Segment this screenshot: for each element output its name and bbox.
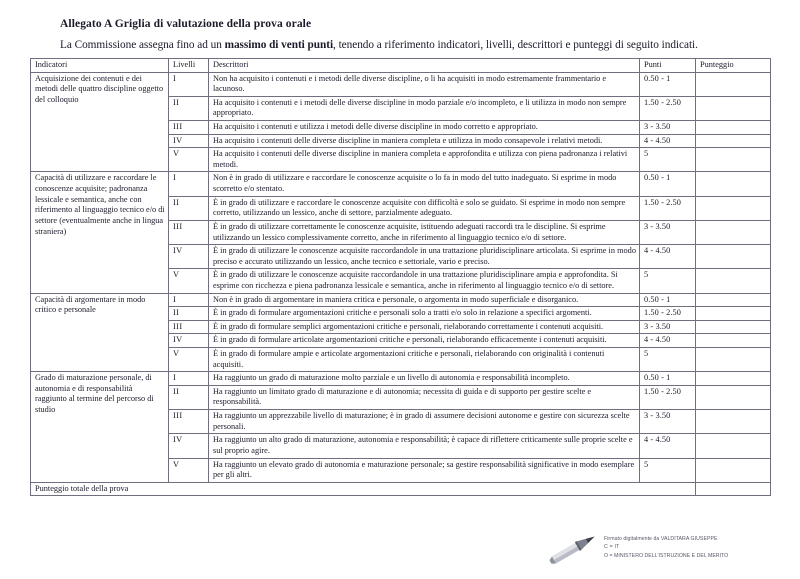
- score-input-cell[interactable]: [696, 458, 771, 482]
- indicator-cell: Capacità di argomentare in modo critico e personale: [31, 293, 169, 372]
- signature-signer-line: Firmato digitalmente da VALDITARA GIUSEPPE: [604, 536, 718, 542]
- points-cell: 5: [640, 148, 696, 172]
- table-header: [31, 59, 771, 73]
- table-body: [31, 72, 771, 496]
- points-cell: 5: [640, 348, 696, 372]
- descriptor-cell: È in grado di utilizzare e raccordare le conoscenze acquisite con difficoltà e solo se guidato. Si esprime in modo non sempre corretto, utilizzando un lessico, anche di settore, parzialmente adeguato.: [209, 196, 640, 220]
- level-cell: I: [169, 372, 209, 386]
- level-cell: IV: [169, 134, 209, 148]
- column-header-punti: Punti: [640, 59, 696, 73]
- score-input-cell[interactable]: [696, 334, 771, 348]
- signature-text: [604, 535, 728, 560]
- score-input-cell[interactable]: [696, 245, 771, 269]
- intro-paragraph: [60, 39, 770, 51]
- score-input-cell[interactable]: [696, 372, 771, 386]
- level-cell: V: [169, 458, 209, 482]
- score-input-cell[interactable]: [696, 320, 771, 334]
- level-cell: II: [169, 196, 209, 220]
- total-row: [31, 482, 771, 496]
- descriptor-cell: Ha acquisito i contenuti e i metodi delle diverse discipline in modo parziale e/o incompleto, e li utilizza in modo non sempre appropriato.: [209, 96, 640, 120]
- descriptor-cell: È in grado di formulare ampie e articolate argomentazioni critiche e personali, rielaborando con originalità i contenuti acquisiti.: [209, 348, 640, 372]
- level-cell: I: [169, 293, 209, 307]
- level-cell: II: [169, 385, 209, 409]
- indicator-cell: Capacità di utilizzare e raccordare le conoscenze acquisite; padronanza lessicale e semantica, anche con riferimento al linguaggio tecnico e/o di settore (eventualmente anche in lingua straniera): [31, 172, 169, 293]
- points-cell: 4 - 4.50: [640, 334, 696, 348]
- intro-text-emphasis: massimo di venti punti: [224, 39, 334, 51]
- score-input-cell[interactable]: [696, 134, 771, 148]
- score-input-cell[interactable]: [696, 410, 771, 434]
- points-cell: 0.50 - 1: [640, 372, 696, 386]
- level-cell: III: [169, 410, 209, 434]
- descriptor-cell: È in grado di utilizzare le conoscenze acquisite raccordandole in una trattazione pluridisciplinare articolata. Si esprime in modo preciso e accurato utilizzando un lessico, anche tecnico e settoriale, vario e preciso.: [209, 245, 640, 269]
- indicator-cell: Acquisizione dei contenuti e dei metodi delle quattro discipline oggetto del colloquio: [31, 72, 169, 172]
- points-cell: 0.50 - 1: [640, 172, 696, 196]
- descriptor-cell: È in grado di utilizzare correttamente le conoscenze acquisite, istituendo adeguati raccordi tra le discipline. Si esprime utilizzando un lessico complessivamente corretto, anche in riferimento al linguaggio tecnico e/o di settore.: [209, 220, 640, 244]
- table-row: [31, 372, 771, 386]
- signature-country-line: C = IT: [604, 544, 620, 551]
- points-cell: 0.50 - 1: [640, 72, 696, 96]
- level-cell: IV: [169, 434, 209, 458]
- descriptor-cell: Ha raggiunto un grado di maturazione molto parziale e un livello di autonomia e responsabilità incompleto.: [209, 372, 640, 386]
- points-cell: 1.50 - 2.50: [640, 96, 696, 120]
- table-row: [31, 293, 771, 307]
- signature-organization-line: O = MINISTERO DELL'ISTRUZIONE E DEL MERITO: [604, 552, 729, 559]
- descriptor-cell: È in grado di formulare argomentazioni critiche e personali solo a tratti e/o solo in relazione a specifici argomenti.: [209, 307, 640, 321]
- table-row: [31, 172, 771, 196]
- column-header-punteggio: Punteggio: [696, 59, 771, 73]
- score-input-cell[interactable]: [696, 72, 771, 96]
- level-cell: IV: [169, 334, 209, 348]
- level-cell: II: [169, 96, 209, 120]
- points-cell: 4 - 4.50: [640, 434, 696, 458]
- points-cell: 3 - 3.50: [640, 320, 696, 334]
- score-input-cell[interactable]: [696, 434, 771, 458]
- score-input-cell[interactable]: [696, 220, 771, 244]
- descriptor-cell: Ha acquisito i contenuti delle diverse discipline in maniera completa e utilizza in modo consapevole i relativi metodi.: [209, 134, 640, 148]
- score-input-cell[interactable]: [696, 96, 771, 120]
- level-cell: V: [169, 269, 209, 293]
- level-cell: I: [169, 72, 209, 96]
- level-cell: III: [169, 220, 209, 244]
- descriptor-cell: Ha raggiunto un limitato grado di maturazione e di autonomia; necessita di guida e di supporto per gestire scelte e responsabilità.: [209, 385, 640, 409]
- column-header-indicatori: Indicatori: [31, 59, 169, 73]
- descriptor-cell: Ha acquisito i contenuti delle diverse discipline in maniera completa e approfondita e utilizza con piena padronanza i relativi metodi.: [209, 148, 640, 172]
- score-input-cell[interactable]: [696, 293, 771, 307]
- points-cell: 5: [640, 458, 696, 482]
- level-cell: I: [169, 172, 209, 196]
- score-input-cell[interactable]: [696, 196, 771, 220]
- points-cell: 3 - 3.50: [640, 121, 696, 135]
- descriptor-cell: Non ha acquisito i contenuti e i metodi delle diverse discipline, o li ha acquisiti in modo estremamente frammentario e lacunoso.: [209, 72, 640, 96]
- column-header-descrittori: Descrittori: [209, 59, 640, 73]
- score-input-cell[interactable]: [696, 385, 771, 409]
- descriptor-cell: Ha raggiunto un elevato grado di autonomia e maturazione personale; sa gestire responsabilità significative in modo esemplare per gli altri.: [209, 458, 640, 482]
- intro-text-post: , tenendo a riferimento indicatori, livelli, descrittori e punteggi di seguito indicati.: [333, 39, 698, 51]
- fountain-pen-icon: [545, 528, 601, 570]
- total-score-cell[interactable]: [696, 482, 771, 496]
- level-cell: V: [169, 148, 209, 172]
- indicator-cell: Grado di maturazione personale, di autonomia e di responsabilità raggiunto al termine del percorso di studio: [31, 372, 169, 482]
- points-cell: 1.50 - 2.50: [640, 385, 696, 409]
- points-cell: 5: [640, 269, 696, 293]
- table-row: [31, 72, 771, 96]
- level-cell: III: [169, 320, 209, 334]
- points-cell: 3 - 3.50: [640, 410, 696, 434]
- score-input-cell[interactable]: [696, 348, 771, 372]
- descriptor-cell: È in grado di utilizzare le conoscenze acquisite raccordandole in una trattazione pluridisciplinare ampia e approfondita. Si esprime con ricchezza e piena padronanza lessicale e semantica, anche in riferimento al linguaggio tecnico e/o di settore.: [209, 269, 640, 293]
- descriptor-cell: Non è in grado di argomentare in maniera critica e personale, o argomenta in modo superficiale e disorganico.: [209, 293, 640, 307]
- level-cell: II: [169, 307, 209, 321]
- score-input-cell[interactable]: [696, 148, 771, 172]
- column-header-livelli: Livelli: [169, 59, 209, 73]
- points-cell: 0.50 - 1: [640, 293, 696, 307]
- table-header-row: [31, 59, 771, 73]
- descriptor-cell: Non è in grado di utilizzare e raccordare le conoscenze acquisite o lo fa in modo del tutto inadeguato. Si esprime in modo scorretto e/o stentato.: [209, 172, 640, 196]
- level-cell: V: [169, 348, 209, 372]
- points-cell: 1.50 - 2.50: [640, 196, 696, 220]
- score-input-cell[interactable]: [696, 172, 771, 196]
- evaluation-grid-table: [30, 58, 771, 496]
- page-title: Allegato A Griglia di valutazione della prova orale: [60, 18, 312, 30]
- score-input-cell[interactable]: [696, 121, 771, 135]
- descriptor-cell: Ha raggiunto un alto grado di maturazione, autonomia e responsabilità; è capace di riflettere criticamente sulle proprie scelte e sul proprio agire.: [209, 434, 640, 458]
- points-cell: 1.50 - 2.50: [640, 307, 696, 321]
- descriptor-cell: Ha acquisito i contenuti e utilizza i metodi delle diverse discipline in modo corretto e appropriato.: [209, 121, 640, 135]
- descriptor-cell: È in grado di formulare articolate argomentazioni critiche e personali, rielaborando efficacemente i contenuti acquisiti.: [209, 334, 640, 348]
- score-input-cell[interactable]: [696, 307, 771, 321]
- points-cell: 3 - 3.50: [640, 220, 696, 244]
- points-cell: 4 - 4.50: [640, 245, 696, 269]
- level-cell: IV: [169, 245, 209, 269]
- points-cell: 4 - 4.50: [640, 134, 696, 148]
- total-label: Punteggio totale della prova: [31, 482, 696, 496]
- level-cell: III: [169, 121, 209, 135]
- descriptor-cell: Ha raggiunto un apprezzabile livello di maturazione; è in grado di assumere decisioni autonome e gestire con sicurezza scelte personali.: [209, 410, 640, 434]
- intro-text-pre: La Commissione assegna fino ad un: [60, 39, 225, 51]
- digital-signature-block: [545, 526, 795, 576]
- score-input-cell[interactable]: [696, 269, 771, 293]
- descriptor-cell: È in grado di formulare semplici argomentazioni critiche e personali, rielaborando correttamente i contenuti acquisiti.: [209, 320, 640, 334]
